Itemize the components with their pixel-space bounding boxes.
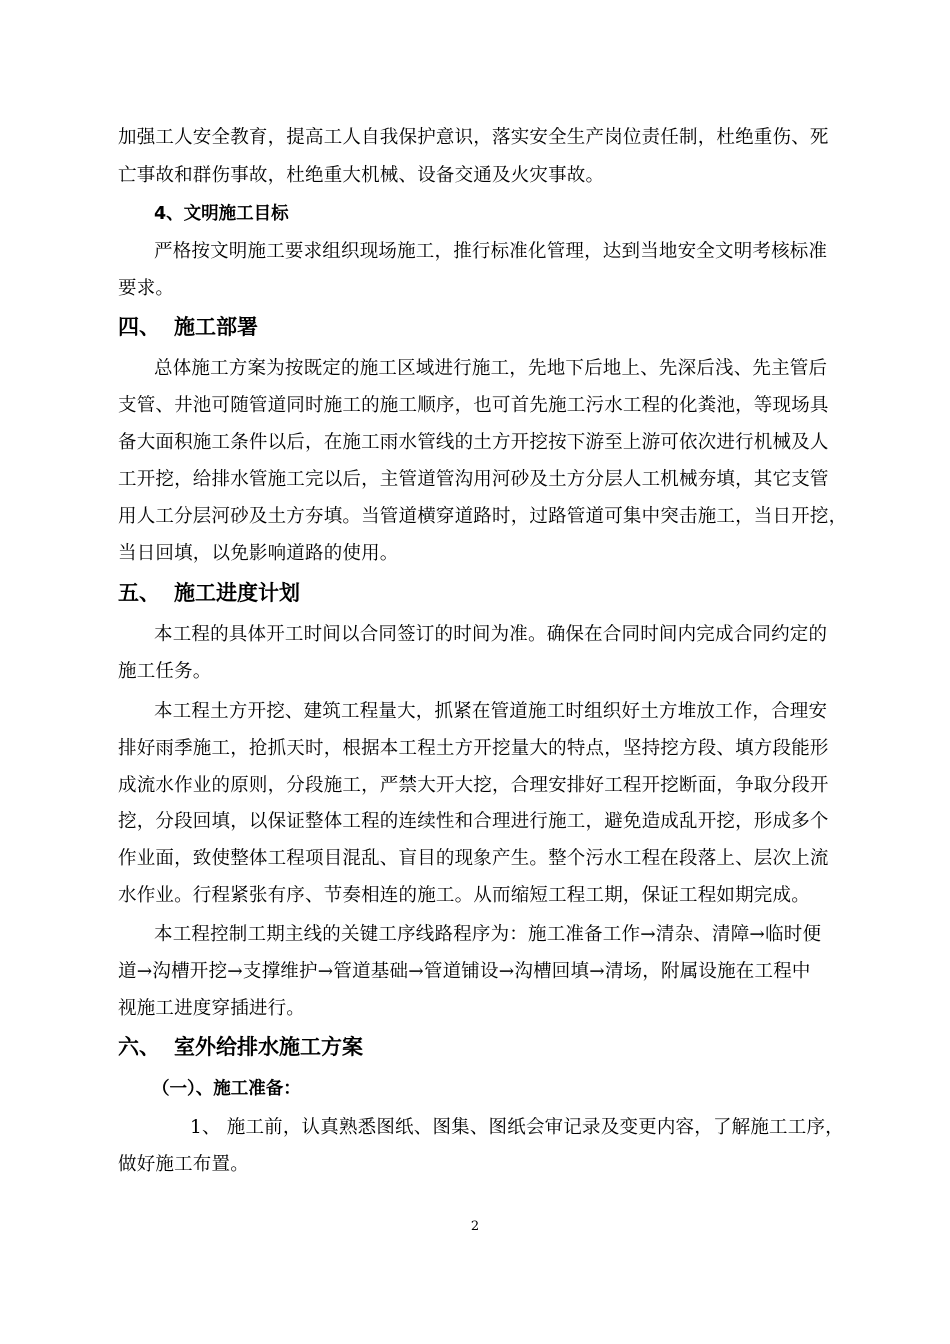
paragraph-line: 用人工分层河砂及土方夯填。当管道横穿道路时，过路管道可集中突击施工，当日开挖， bbox=[118, 506, 848, 527]
paragraph-line: 排好雨季施工，抢抓天时，根据本工程土方开挖量大的特点，坚持挖方段、填方段能形 bbox=[118, 738, 829, 759]
paragraph-line: 备大面积施工条件以后，在施工雨水管线的土方开挖按下游至上游可依次进行机械及人 bbox=[118, 432, 829, 453]
section-heading bbox=[118, 314, 258, 340]
page-number: 2 bbox=[470, 1219, 480, 1234]
paragraph-line: 亡事故和群伤事故，杜绝重大机械、设备交通及火灾事故。 bbox=[118, 165, 605, 186]
paragraph-line: 施工任务。 bbox=[118, 661, 212, 682]
paragraph-line: 挖，分段回填，以保证整体工程的连续性和合理进行施工，避免造成乱开挖，形成多个 bbox=[118, 811, 829, 832]
section-title: 施工部署 bbox=[174, 315, 258, 339]
paragraph-line: 加强工人安全教育，提高工人自我保护意识，落实安全生产岗位责任制，杜绝重伤、死 bbox=[118, 127, 829, 148]
paragraph-line: 支管、井池可随管道同时施工的施工顺序，也可首先施工污水工程的化粪池，等现场具 bbox=[118, 395, 829, 416]
section-title: 施工进度计划 bbox=[174, 581, 300, 605]
paragraph-line: 总体施工方案为按既定的施工区域进行施工，先地下后地上、先深后浅、先主管后 bbox=[154, 358, 828, 379]
paragraph-line: 做好施工布置。 bbox=[118, 1154, 249, 1175]
paragraph-line: 道→沟槽开挖→支撑维护→管道基础→管道铺设→沟槽回填→清场，附属设施在工程中 bbox=[118, 961, 811, 982]
paragraph-line: 本工程控制工期主线的关键工序线路程序为：施工准备工作→清杂、清障→临时便 bbox=[154, 924, 822, 945]
section-number: 六、 bbox=[118, 1035, 160, 1059]
paragraph-line: 严格按文明施工要求组织现场施工，推行标准化管理，达到当地安全文明考核标准 bbox=[154, 241, 828, 262]
paragraph-line: 要求。 bbox=[118, 278, 175, 299]
section-number: 五、 bbox=[118, 581, 160, 605]
paragraph-line: 水作业。行程紧张有序、节奏相连的施工。从而缩短工程工期，保证工程如期完成。 bbox=[118, 885, 810, 906]
paragraph-line: 当日回填，以免影响道路的使用。 bbox=[118, 543, 399, 564]
paragraph-line: 本工程土方开挖、建筑工程量大，抓紧在管道施工时组织好土方堆放工作，合理安 bbox=[154, 701, 828, 722]
section-title: 室外给排水施工方案 bbox=[174, 1035, 363, 1059]
paragraph-line: 1、 施工前，认真熟悉图纸、图集、图纸会审记录及变更内容，了解施工工序， bbox=[190, 1117, 844, 1138]
section-heading bbox=[118, 580, 300, 606]
paragraph-line: 本工程的具体开工时间以合同签订的时间为准。确保在合同时间内完成合同约定的 bbox=[154, 624, 828, 645]
paragraph-line: 成流水作业的原则，分段施工，严禁大开大挖，合理安排好工程开挖断面，争取分段开 bbox=[118, 775, 829, 796]
subsection-heading: 4、文明施工目标 bbox=[154, 204, 289, 224]
subsection-heading: （一）、施工准备： bbox=[152, 1079, 301, 1099]
paragraph-line: 作业面，致使整体工程项目混乱、盲目的现象产生。整个污水工程在段落上、层次上流 bbox=[118, 848, 829, 869]
section-heading bbox=[118, 1034, 363, 1060]
section-number: 四、 bbox=[118, 315, 160, 339]
paragraph-line: 视施工进度穿插进行。 bbox=[118, 998, 306, 1019]
paragraph-line: 工开挖，给排水管施工完以后，主管道管沟用河砂及土方分层人工机械夯填，其它支管 bbox=[118, 469, 829, 490]
